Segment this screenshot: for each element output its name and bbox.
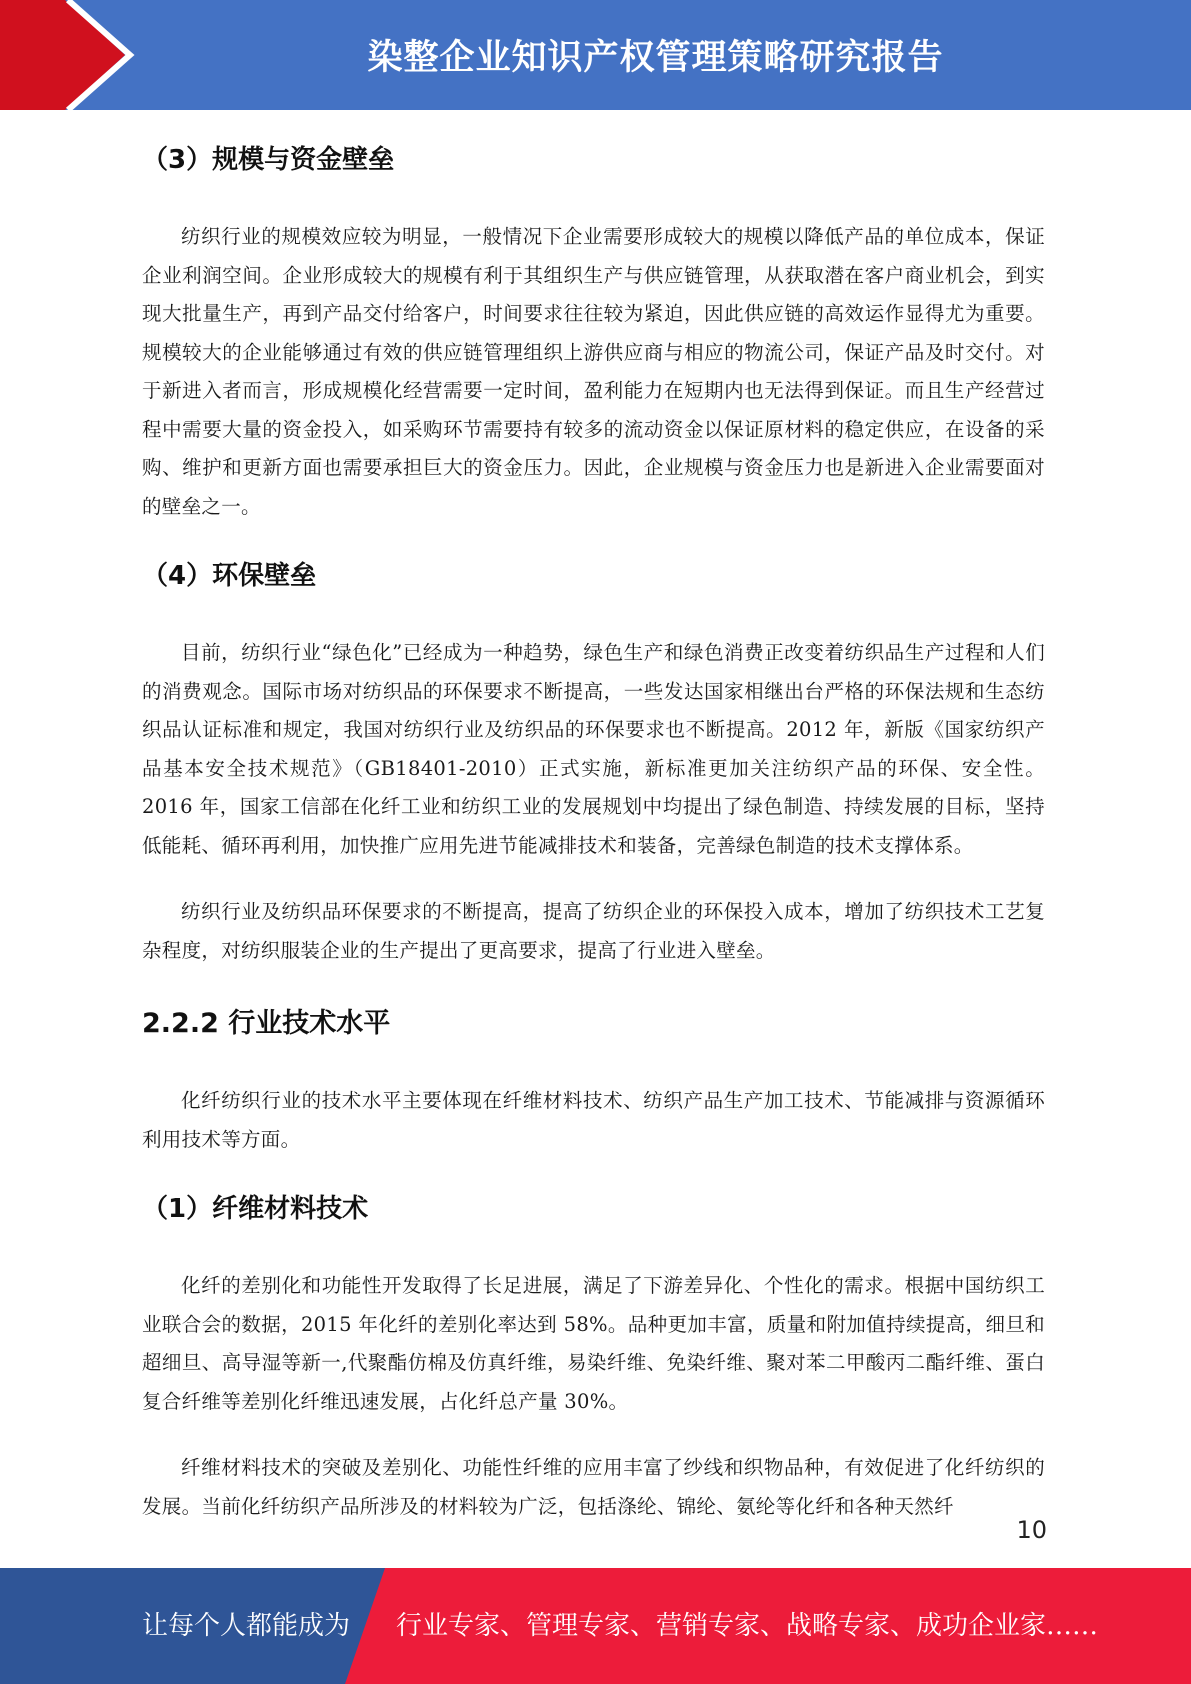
- paragraph-environmental-1: 目前，纺织行业“绿色化”已经成为一种趋势，绿色生产和绿色消费正改变着纺织品生产过程和人们的消费观念。国际市场对纺织品的环保要求不断提高，一些发达国家相继出台严格的环保法规和生态纺织品认证标准和规定，我国对纺织行业及纺织品的环保要求也不断提高。2012 年，新版《国家纺织产品基本安全技术规范》（GB18401-2010）正式实施，新标准更加关注纺织产品的环保、安全性。2016 年，国家工信部在化纤工业和纺织工业的发展规划中均提出了绿色制造、持续发展的目标，坚持低能耗、循环再利用，加快推广应用先进节能减排技术和装备，完善绿色制造的技术支撑体系。: [142, 641, 1045, 857]
- heading-industry-tech-level: 2.2.2 行业技术水平: [142, 1008, 391, 1039]
- page-number: 10: [1016, 1516, 1047, 1544]
- paragraph-scale-capital: 纺织行业的规模效应较为明显，一般情况下企业需要形成较大的规模以降低产品的单位成本，保证企业利润空间。企业形成较大的规模有利于其组织生产与供应链管理，从获取潜在客户商业机会，到实现大批量生产，再到产品交付给客户，时间要求往往较为紧迫，因此供应链的高效运作显得尤为重要。规模较大的企业能够通过有效的供应链管理组织上游供应商与相应的物流公司，保证产品及时交付。对于新进入者而言，形成规模化经营需要一定时间，盈利能力在短期内也无法得到保证。而且生产经营过程中需要大量的资金投入，如采购环节需要持有较多的流动资金以保证原材料的稳定供应，在设备的采购、维护和更新方面也需要承担巨大的资金压力。因此，企业规模与资金压力也是新进入企业需要面对的壁垒之一。: [142, 225, 1045, 518]
- heading-scale-capital-barrier: （3）规模与资金壁垒: [142, 145, 395, 175]
- footer-slogan-right: 行业专家、管理专家、营销专家、战略专家、成功企业家……: [396, 1611, 1099, 1641]
- report-title: 染整企业知识产权管理策略研究报告: [367, 38, 944, 78]
- page-header: [0, 0, 1191, 110]
- page-content: [142, 110, 1045, 1526]
- paragraph-industry-tech: 化纤纺织行业的技术水平主要体现在纤维材料技术、纺织产品生产加工技术、节能减排与资源循环利用技术等方面。: [142, 1089, 1045, 1151]
- heading-fiber-material-tech: （1）纤维材料技术: [142, 1194, 369, 1224]
- footer-slogan-left: 让每个人都能成为: [142, 1611, 351, 1641]
- heading-environmental-barrier: （4）环保壁垒: [142, 561, 317, 591]
- page-footer: [0, 1568, 1191, 1684]
- paragraph-fiber-1: 化纤的差别化和功能性开发取得了长足进展，满足了下游差异化、个性化的需求。根据中国纺织工业联合会的数据，2015 年化纤的差别化率达到 58%。品种更加丰富，质量和附加值持续提高，细旦和超细旦、高导湿等新一,代聚酯仿棉及仿真纤维，易染纤维、免染纤维、聚对苯二甲酸丙二酯纤维、蛋白复合纤维等差别化纤维迅速发展，占化纤总产量 30%。: [142, 1274, 1045, 1413]
- paragraph-environmental-2: 纺织行业及纺织品环保要求的不断提高，提高了纺织企业的环保投入成本，增加了纺织技术工艺复杂程度，对纺织服装企业的生产提出了更高要求，提高了行业进入壁垒。: [142, 900, 1045, 962]
- paragraph-fiber-2: 纤维材料技术的突破及差别化、功能性纤维的应用丰富了纱线和织物品种，有效促进了化纤纺织的发展。当前化纤纺织产品所涉及的材料较为广泛，包括涤纶、锦纶、氨纶等化纤和各种天然纤: [142, 1456, 1045, 1518]
